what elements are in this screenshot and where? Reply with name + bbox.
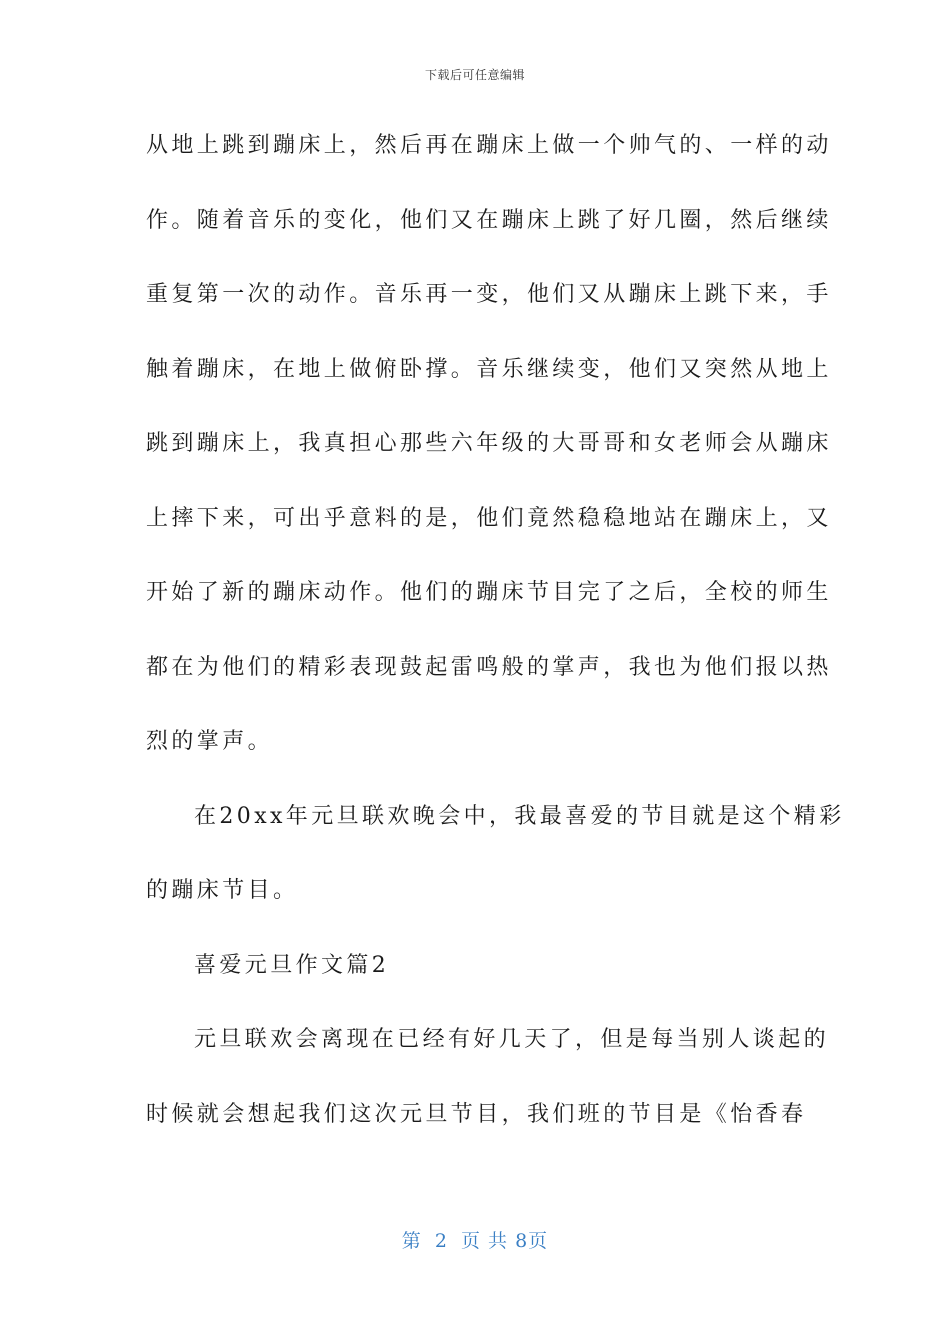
text-line: 时候就会想起我们这次元旦节目，我们班的节目是《怡香春 [146, 1101, 807, 1127]
page-footer [0, 1226, 950, 1253]
section-heading: 喜爱元旦作文篇2 [194, 952, 390, 978]
footer-current-page: 2 [434, 1230, 448, 1252]
text-line: 烈的掌声。 [146, 729, 274, 754]
text-line: 的蹦床节目。 [146, 878, 299, 903]
document-body [146, 122, 845, 1165]
header-text: 下载后可任意编辑 [424, 68, 525, 82]
text-line: 重复第一次的动作。音乐再一变，他们又从蹦床上跳下来，手 [146, 282, 832, 307]
text-line: 开始了新的蹦床动作。他们的蹦床节目完了之后，全校的师生 [146, 580, 832, 605]
text-line: 作。随着音乐的变化，他们又在蹦床上跳了好几圈，然后继续 [146, 207, 832, 233]
footer-label-page: 第 [401, 1230, 422, 1252]
text-line: 上摔下来，可出乎意料的是，他们竟然稳稳地站在蹦床上，又 [146, 505, 832, 531]
paragraph-start-line: 在20xx年元旦联欢晚会中，我最喜爱的节目就是这个精彩 [194, 803, 845, 829]
paragraph-start-line: 元旦联欢会离现在已经有好几天了，但是每当别人谈起的 [194, 1027, 830, 1052]
text-line: 都在为他们的精彩表现鼓起雷鸣般的掌声，我也为他们报以热 [146, 654, 832, 680]
footer-label-of: 页 共 [461, 1230, 509, 1252]
page-header [0, 66, 950, 83]
text-line: 跳到蹦床上，我真担心那些六年级的大哥哥和女老师会从蹦床 [146, 431, 832, 456]
text-line: 触着蹦床，在地上做俯卧撑。音乐继续变，他们又突然从地上 [146, 356, 832, 382]
text-line: 从地上跳到蹦床上，然后再在蹦床上做一个帅气的、一样的动 [146, 133, 832, 158]
footer-total-pages: 8页 [515, 1230, 549, 1252]
